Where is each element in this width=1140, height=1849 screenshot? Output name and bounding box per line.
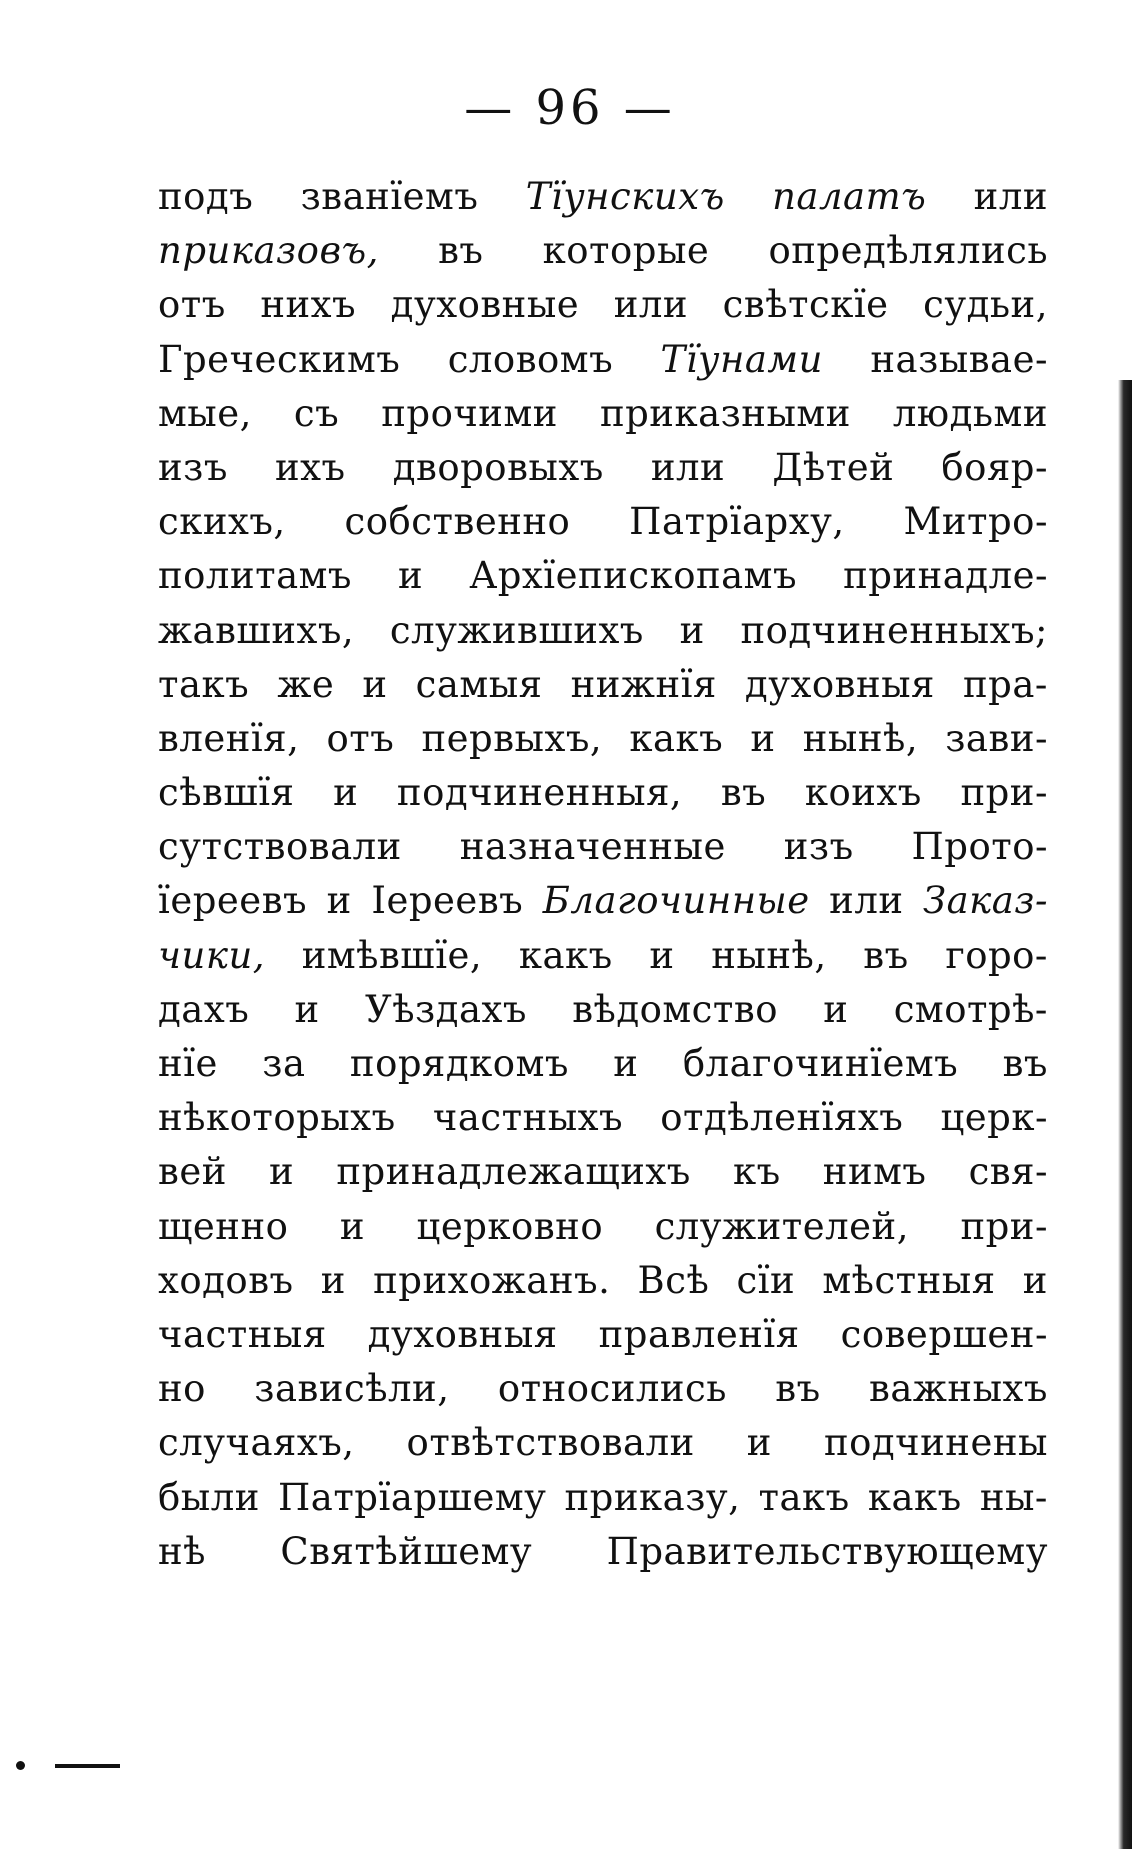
page-number: — 96 — bbox=[464, 80, 676, 136]
word: Архїепископамъ bbox=[469, 554, 798, 598]
printer-mark-dash bbox=[55, 1764, 120, 1768]
word: духовные bbox=[390, 283, 580, 327]
word: относились bbox=[497, 1367, 727, 1411]
italic-word: Тїунами bbox=[660, 337, 823, 381]
printer-mark bbox=[10, 1764, 120, 1772]
text-line bbox=[158, 333, 1048, 387]
word: Уѣздахъ bbox=[364, 987, 527, 1031]
word: скихъ, bbox=[158, 500, 286, 544]
word: нынѣ, bbox=[711, 933, 827, 977]
word: нїе bbox=[158, 1042, 218, 1085]
word: прочими bbox=[381, 391, 558, 435]
word: Правительствующему bbox=[606, 1529, 1048, 1573]
text-line bbox=[158, 1525, 1048, 1579]
word: коихъ bbox=[804, 771, 922, 815]
word: и bbox=[326, 879, 352, 923]
word: собственно bbox=[344, 500, 571, 544]
word: политамъ bbox=[158, 554, 352, 598]
word: и bbox=[333, 771, 359, 815]
text-line bbox=[158, 1416, 1048, 1470]
word: и bbox=[679, 608, 705, 652]
italic-word: приказовъ, bbox=[158, 229, 379, 273]
word: зависѣли, bbox=[254, 1367, 450, 1411]
word: подчиненныхъ; bbox=[740, 608, 1048, 652]
text-line bbox=[158, 441, 1048, 495]
word: нѣкоторыхъ bbox=[158, 1096, 396, 1140]
text-line bbox=[158, 1037, 1048, 1091]
word: какъ bbox=[518, 933, 613, 977]
word: частныя bbox=[158, 1312, 327, 1356]
word: и bbox=[1022, 1258, 1048, 1302]
text-line bbox=[158, 495, 1048, 549]
word: їереевъ bbox=[158, 879, 308, 923]
word: такъ bbox=[158, 662, 250, 706]
word: Іереевъ bbox=[371, 879, 524, 923]
word: сѣвшїя bbox=[158, 771, 295, 815]
word: и bbox=[823, 987, 849, 1031]
word: вленїя, bbox=[158, 716, 300, 760]
word: изъ bbox=[158, 445, 228, 489]
word: словомъ bbox=[447, 337, 614, 381]
word: при- bbox=[960, 1204, 1048, 1248]
italic-word: палатъ bbox=[772, 175, 927, 218]
word: ны- bbox=[979, 1475, 1048, 1519]
word: служителей, bbox=[654, 1204, 909, 1248]
word: ихъ bbox=[275, 445, 346, 489]
word: нѣ bbox=[158, 1529, 206, 1573]
body-text bbox=[158, 170, 1048, 1579]
word: Святѣйшему bbox=[280, 1529, 533, 1573]
text-line bbox=[158, 549, 1048, 603]
word: вей bbox=[158, 1150, 227, 1194]
word: зави- bbox=[945, 716, 1048, 760]
word: людьми bbox=[892, 391, 1048, 435]
text-line bbox=[158, 1471, 1048, 1525]
word: и bbox=[339, 1204, 366, 1248]
word: случаяхъ, bbox=[158, 1421, 355, 1465]
printer-mark-dot bbox=[16, 1761, 25, 1770]
word: прихожанъ. bbox=[373, 1258, 611, 1302]
word: свѣтскїе bbox=[722, 283, 889, 327]
text-line bbox=[158, 820, 1048, 874]
word: за bbox=[262, 1042, 306, 1085]
word: опредѣлялись bbox=[768, 229, 1048, 273]
word: благочинїемъ bbox=[682, 1042, 959, 1085]
text-line bbox=[158, 170, 1048, 224]
text-line bbox=[158, 1254, 1048, 1308]
italic-word: Тїунскихъ bbox=[525, 175, 725, 218]
word: но bbox=[158, 1367, 206, 1411]
text-line bbox=[158, 604, 1048, 658]
word: церк- bbox=[940, 1096, 1048, 1140]
word: первыхъ, bbox=[421, 716, 603, 760]
word: и bbox=[649, 933, 675, 977]
word: принадлежащихъ bbox=[336, 1150, 691, 1194]
word: или bbox=[973, 175, 1048, 218]
word: Митро- bbox=[903, 500, 1048, 544]
word: къ bbox=[732, 1150, 781, 1194]
text-line bbox=[158, 929, 1048, 983]
word: или bbox=[829, 879, 904, 923]
word: и bbox=[750, 716, 776, 760]
word: и bbox=[362, 662, 388, 706]
word: принадле- bbox=[843, 554, 1048, 598]
word: какъ bbox=[629, 716, 724, 760]
word: пра- bbox=[963, 662, 1048, 706]
word: такъ bbox=[758, 1475, 850, 1519]
word: при- bbox=[960, 771, 1048, 815]
word: и bbox=[294, 987, 320, 1031]
word: и bbox=[746, 1421, 772, 1465]
word: частныхъ bbox=[432, 1096, 624, 1140]
word: свя- bbox=[968, 1150, 1048, 1194]
word: отвѣтствовали bbox=[406, 1421, 695, 1465]
word: нынѣ, bbox=[802, 716, 919, 760]
word: важныхъ bbox=[869, 1367, 1048, 1411]
word: какъ bbox=[867, 1475, 962, 1519]
text-line bbox=[158, 1145, 1048, 1199]
word: званїемъ bbox=[300, 175, 479, 218]
word: отъ bbox=[326, 716, 395, 760]
word: бояр- bbox=[941, 445, 1048, 489]
word: смотрѣ- bbox=[893, 987, 1048, 1031]
word: жавшихъ, bbox=[158, 608, 355, 652]
text-line bbox=[158, 766, 1048, 820]
word: Дѣтей bbox=[772, 445, 895, 489]
word: въ bbox=[720, 771, 767, 815]
word: приказу, bbox=[564, 1475, 741, 1519]
word: съ bbox=[293, 391, 340, 435]
word: въ bbox=[1002, 1042, 1048, 1085]
word: подчинены bbox=[823, 1421, 1048, 1465]
word: же bbox=[277, 662, 335, 706]
word: духовныя bbox=[367, 1312, 558, 1356]
word: изъ bbox=[783, 825, 854, 869]
word: имѣвшїе, bbox=[301, 933, 483, 977]
word: щенно bbox=[158, 1204, 289, 1248]
text-line bbox=[158, 1200, 1048, 1254]
word: дахъ bbox=[158, 987, 250, 1031]
word: подъ bbox=[158, 175, 254, 218]
word: и bbox=[613, 1042, 639, 1085]
word: горо- bbox=[945, 933, 1048, 977]
italic-word: Благочинные bbox=[542, 879, 810, 923]
word: приказными bbox=[599, 391, 851, 435]
word: дворовыхъ bbox=[392, 445, 604, 489]
text-line bbox=[158, 712, 1048, 766]
word: нихъ bbox=[260, 283, 357, 327]
text-line bbox=[158, 983, 1048, 1037]
word: нижнїя bbox=[570, 662, 717, 706]
word: которые bbox=[542, 229, 710, 273]
text-line bbox=[158, 874, 1048, 928]
word: и bbox=[320, 1258, 346, 1302]
text-line bbox=[158, 278, 1048, 332]
word: отдѣленїяхъ bbox=[660, 1096, 904, 1140]
word: Патрїаршему bbox=[278, 1475, 547, 1519]
word: совершен- bbox=[840, 1312, 1048, 1356]
text-line bbox=[158, 658, 1048, 712]
word: Всѣ bbox=[637, 1258, 710, 1302]
word: подчиненныя, bbox=[396, 771, 683, 815]
text-line bbox=[158, 1308, 1048, 1362]
word: называе- bbox=[870, 337, 1048, 381]
word: Прото- bbox=[911, 825, 1048, 869]
word: ходовъ bbox=[158, 1258, 294, 1302]
italic-word: Заказ- bbox=[923, 879, 1048, 923]
word: или bbox=[613, 283, 689, 327]
page-edge-shadow bbox=[1118, 380, 1132, 1849]
word: назначенные bbox=[459, 825, 726, 869]
word: и bbox=[269, 1150, 295, 1194]
word: церковно bbox=[416, 1204, 604, 1248]
word: служившихъ bbox=[389, 608, 644, 652]
word: въ bbox=[438, 229, 484, 273]
word: порядкомъ bbox=[349, 1042, 569, 1085]
word: правленїя bbox=[598, 1312, 800, 1356]
text-line bbox=[158, 224, 1048, 278]
word: отъ bbox=[158, 283, 226, 327]
word: нимъ bbox=[822, 1150, 927, 1194]
word: духовныя bbox=[744, 662, 935, 706]
word: и bbox=[398, 554, 424, 598]
word: въ bbox=[775, 1367, 821, 1411]
word: самыя bbox=[415, 662, 543, 706]
text-line bbox=[158, 1362, 1048, 1416]
word: сутствовали bbox=[158, 825, 402, 869]
word: вѣдомство bbox=[572, 987, 778, 1031]
italic-word: чики, bbox=[158, 933, 266, 977]
word: Греческимъ bbox=[158, 337, 401, 381]
text-line bbox=[158, 387, 1048, 441]
word: мѣстныя bbox=[822, 1258, 996, 1302]
text-line bbox=[158, 1091, 1048, 1145]
word: Патрїарху, bbox=[629, 500, 845, 544]
word: были bbox=[158, 1475, 260, 1519]
word: или bbox=[650, 445, 726, 489]
word: мые, bbox=[158, 391, 252, 435]
word: въ bbox=[863, 933, 909, 977]
word: сїи bbox=[736, 1258, 796, 1302]
word: судьи, bbox=[923, 283, 1048, 327]
